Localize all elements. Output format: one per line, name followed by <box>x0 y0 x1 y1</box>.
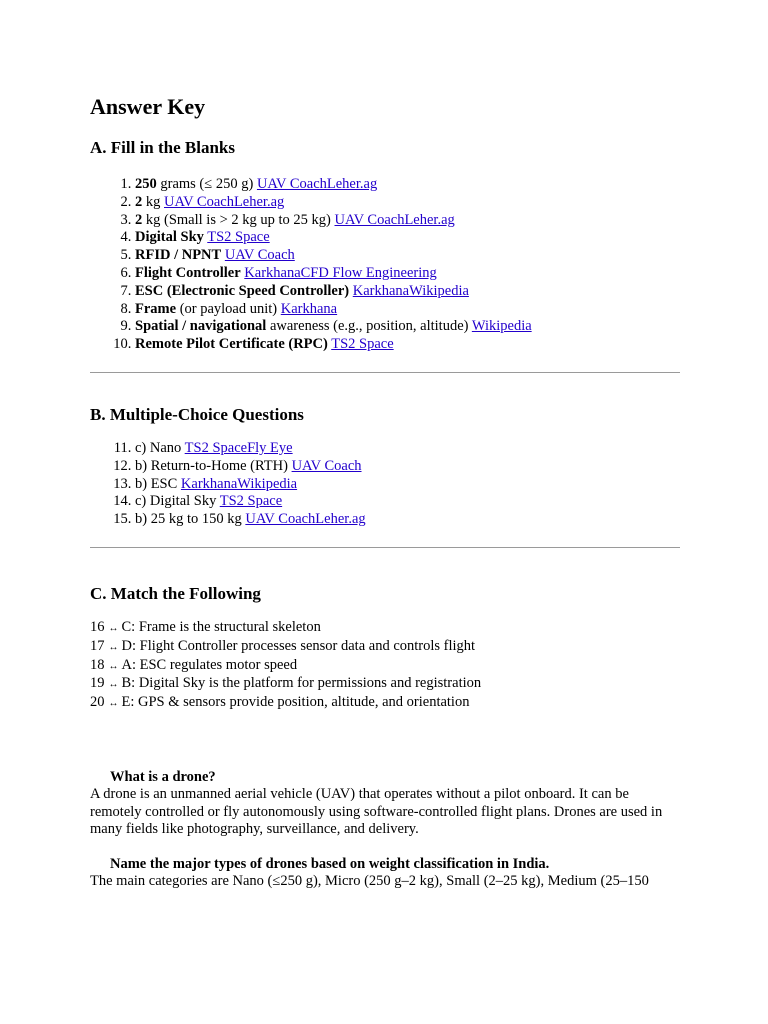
list-item <box>135 440 680 458</box>
fill-in-blanks-list <box>90 176 680 354</box>
list-item <box>135 265 680 283</box>
answer-bold: Frame <box>135 300 177 317</box>
left-right-arrow-icon: ↔ <box>108 698 119 710</box>
answer-text: awareness (e.g., position, altitude) <box>266 318 472 335</box>
multiple-choice-list <box>90 440 680 529</box>
answer-text: b) ESC <box>135 475 181 492</box>
list-item <box>135 458 680 476</box>
match-number: 20 <box>90 694 105 711</box>
source-link[interactable]: UAV CoachLeher.ag <box>164 193 285 210</box>
list-item <box>135 283 680 301</box>
section-c-heading: C. Match the Following <box>90 583 261 603</box>
match-row <box>90 638 680 657</box>
section-b-heading: B. Multiple-Choice Questions <box>90 404 304 424</box>
answer-bold: Flight Controller <box>135 264 241 281</box>
answer-bold: 2 <box>135 193 143 210</box>
match-number: 17 <box>90 637 105 654</box>
match-text: B: Digital Sky is the platform for permissions and registration <box>121 675 482 692</box>
match-number: 19 <box>90 675 105 692</box>
answer-bold: Spatial / navigational <box>135 318 267 335</box>
list-item <box>135 194 680 212</box>
source-link[interactable]: UAV Coach <box>291 457 362 474</box>
match-row <box>90 675 680 694</box>
answer-text: b) 25 kg to 150 kg <box>135 511 246 528</box>
answer-bold: 250 <box>135 176 157 192</box>
source-link[interactable]: Karkhana <box>280 300 338 317</box>
question-heading: Name the major types of drones based on weight classification in India. <box>110 855 550 872</box>
match-text: D: Flight Controller processes sensor data and controls flight <box>121 637 476 654</box>
answer-paragraph: The main categories are Nano (≤250 g), Micro (250 g–2 kg), Small (2–25 kg), Medium (25–150 <box>90 873 649 890</box>
answer-text: c) Digital Sky <box>135 493 220 510</box>
match-list <box>90 619 680 713</box>
source-link[interactable]: TS2 Space <box>331 336 394 353</box>
source-link[interactable]: UAV CoachLeher.ag <box>245 511 366 528</box>
list-item <box>135 247 680 265</box>
answer-text: b) Return-to-Home (RTH) <box>135 457 292 474</box>
source-link[interactable]: KarkhanaCFD Flow Engineering <box>244 264 437 281</box>
match-text: C: Frame is the structural skeleton <box>121 618 321 635</box>
list-item <box>135 318 680 336</box>
left-right-arrow-icon: ↔ <box>108 622 119 634</box>
section-divider <box>90 547 680 548</box>
section-divider <box>90 372 680 373</box>
source-link[interactable]: UAV Coach <box>224 247 295 264</box>
left-right-arrow-icon: ↔ <box>108 679 119 691</box>
answer-text: kg <box>142 193 164 210</box>
source-link[interactable]: TS2 SpaceFly Eye <box>184 439 293 456</box>
answer-text: grams (≤ 250 g) <box>156 176 257 192</box>
left-right-arrow-icon: ↔ <box>108 660 119 672</box>
answer-bold: Remote Pilot Certificate (RPC) <box>135 336 328 353</box>
answer-bold: ESC (Electronic Speed Controller) <box>135 282 350 299</box>
list-item <box>135 493 680 511</box>
list-item <box>135 212 680 230</box>
source-link[interactable]: UAV CoachLeher.ag <box>334 211 455 228</box>
source-link[interactable]: TS2 Space <box>207 229 270 246</box>
answer-bold: Digital Sky <box>135 229 204 246</box>
source-link[interactable]: UAV CoachLeher.ag <box>256 176 378 192</box>
answer-text: kg (Small is > 2 kg up to 25 kg) <box>142 211 335 228</box>
match-row <box>90 694 680 713</box>
answer-bold: RFID / NPNT <box>135 247 222 264</box>
match-text: E: GPS & sensors provide position, altitude, and orientation <box>121 694 470 711</box>
list-item <box>135 511 680 529</box>
list-item <box>135 229 680 247</box>
match-text: A: ESC regulates motor speed <box>121 656 298 673</box>
section-a-heading: A. Fill in the Blanks <box>90 138 236 157</box>
match-number: 18 <box>90 656 105 673</box>
match-row <box>90 619 680 638</box>
answer-paragraph: A drone is an unmanned aerial vehicle (UAV) that operates without a pilot onboard. It can be remotely controlled or fly autonomously using software-controlled flight plans. Drones are used in many fields like photography, surveillance, and delivery. <box>90 786 663 838</box>
answer-text: c) Nano <box>135 439 185 456</box>
answer-key-page <box>90 92 680 891</box>
page-title: Answer Key <box>90 94 206 119</box>
answer-bold: 2 <box>135 211 143 228</box>
source-link[interactable]: TS2 Space <box>219 493 283 510</box>
left-right-arrow-icon: ↔ <box>108 641 119 653</box>
match-number: 16 <box>90 618 105 635</box>
source-link[interactable]: Wikipedia <box>471 318 532 335</box>
source-link[interactable]: KarkhanaWikipedia <box>352 282 469 299</box>
question-heading: What is a drone? <box>110 768 216 785</box>
source-link[interactable]: KarkhanaWikipedia <box>180 475 298 492</box>
answer-text: (or payload unit) <box>176 300 281 317</box>
list-item <box>135 336 680 354</box>
list-item <box>135 301 680 319</box>
list-item <box>135 476 680 494</box>
match-row <box>90 657 680 676</box>
list-item <box>135 176 680 194</box>
